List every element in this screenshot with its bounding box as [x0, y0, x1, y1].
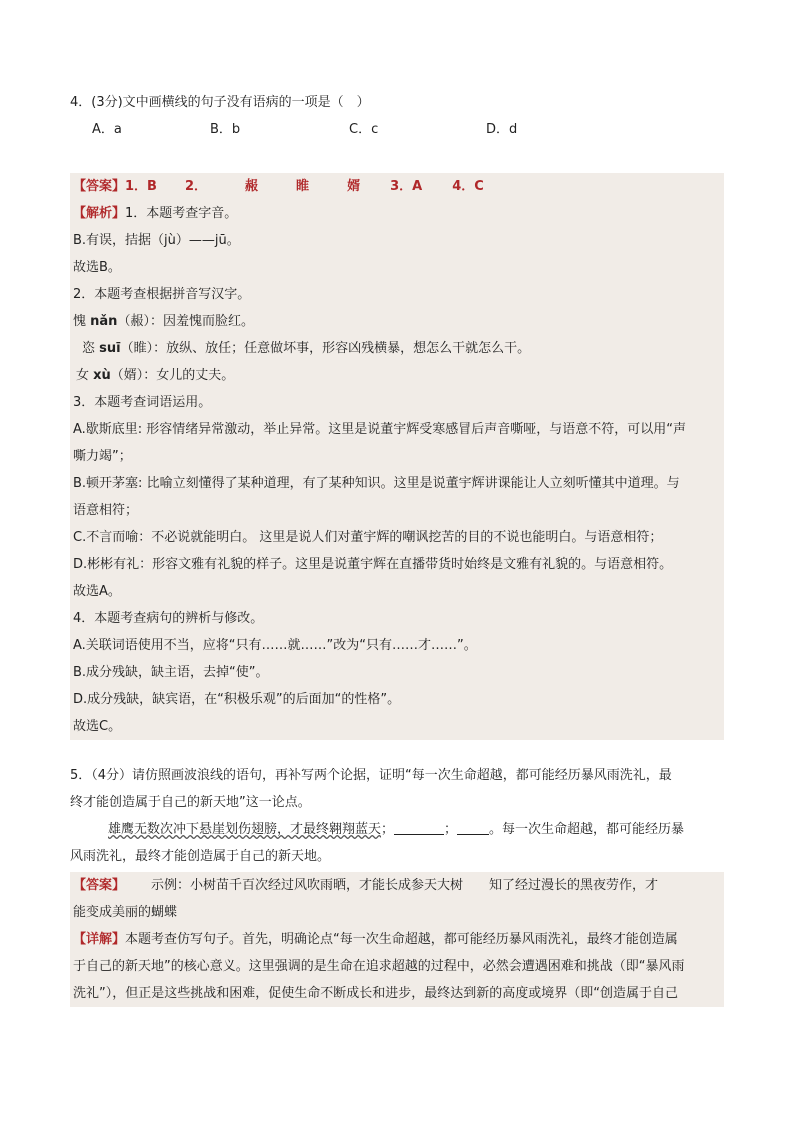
analysis-b-wrong: B.有误，拮据（jù）——jū。	[73, 233, 240, 248]
answer-line	[70, 173, 724, 200]
answer-5-example-1: 示例：小树苗千百次经过风吹雨晒，才能长成参天大树	[151, 878, 464, 893]
analysis-tag: 【解析】	[73, 206, 126, 221]
analysis-heading-line	[70, 200, 724, 227]
analysis-fix-a: A.关联词语使用不当，应将“只有……就……”改为“只有……才……”。	[73, 638, 477, 653]
semicolon-2: ；	[444, 822, 458, 837]
detail-tag: 【详解】	[73, 932, 126, 947]
option-a: A．a	[92, 122, 122, 137]
word-sui-prefix: 恣	[82, 341, 100, 356]
word-sui-line	[70, 335, 724, 362]
word-sui-definition: （睢）：放纵、放任；任意做坏事，形容凶残横暴，想怎么干就怎么干。	[120, 341, 531, 356]
option-b: B．b	[210, 122, 241, 137]
question-4-stem: 4．(3分)文中画横线的句子没有语病的一项是（ ）	[70, 95, 370, 110]
question-5-line-3: 风雨洗礼，最终才能创造属于自己的新天地。	[70, 849, 331, 864]
analysis-section-3: 3．本题考查词语运用。	[73, 395, 212, 410]
option-d: D．d	[486, 122, 518, 137]
question-5-stem-line-2: 终才能创造属于自己的新天地”这一论点。	[70, 795, 311, 810]
fill-blank-1[interactable]	[394, 820, 444, 835]
word-nan-prefix: 愧	[73, 314, 91, 329]
analysis-choose-b: 故选B。	[73, 260, 121, 275]
answer-tag: 【答案】	[73, 179, 126, 194]
answer-4: 4．C	[452, 179, 484, 194]
analysis-choose-a: 故选A。	[73, 584, 121, 599]
analysis-fix-d: D.成分残缺，缺宾语，在“积极乐观”的后面加“的性格”。	[73, 692, 401, 707]
answer-5-example-2: 知了经过漫长的黑夜劳作，才	[489, 878, 659, 893]
word-xu-prefix: 女	[76, 368, 94, 383]
analysis-section-2: 2．本题考查根据拼音写汉字。	[73, 287, 251, 302]
analysis-fix-b: B.成分残缺，缺主语，去掉“使”。	[73, 665, 269, 680]
wavy-example-sentence: 雄鹰无数次冲下悬崖划伤翅膀，才最终翱翔蓝天	[108, 822, 382, 837]
analysis-section-4: 4．本题考查病句的辨析与修改。	[73, 611, 264, 626]
question-4	[70, 92, 730, 142]
analysis-d-line: D.彬彬有礼：形容文雅有礼貌的样子。这里是说董宇辉在直播带货时始终是文雅有礼貌的。与语意相符。	[73, 557, 673, 572]
detail-line-3: 洗礼”），但正是这些挑战和困难，促使生命不断成长和进步，最终达到新的高度或境界（即“创造属于自己	[73, 986, 678, 1001]
analysis-a-line-2: 嘶力竭”；	[73, 449, 132, 464]
word-nan-pinyin: nǎn	[90, 314, 118, 329]
question-5-example-line	[70, 816, 730, 843]
word-xu-pinyin: xù	[93, 368, 111, 383]
analysis-first: 1．本题考查字音。	[125, 206, 238, 221]
detail-line-2: 于自己的新天地”的核心意义。这里强调的是生命在追求超越的过程中，必然会遭遇困难和挑战（即“暴风雨	[73, 959, 685, 974]
answer-5-line-2: 能变成美丽的蝴蝶	[73, 905, 178, 920]
word-nan-definition: （赧）：因羞愧而脸红。	[117, 314, 254, 329]
answer-2-label: 2．	[184, 179, 208, 194]
semicolon-1: ；	[381, 822, 395, 837]
answer-3: 3．A	[390, 179, 423, 194]
answer-5-block	[70, 872, 724, 1007]
detail-line-1	[70, 926, 724, 953]
analysis-a-line-1: A.歇斯底里: 形容情绪异常激动，举止异常。这里是说董宇辉受寒感冒后声音嘶哑，与语意不符，可以用“声	[73, 422, 687, 437]
word-xu-definition: （婿）：女儿的丈夫。	[110, 368, 235, 383]
detail-text-1: 本题考查仿写句子。首先，明确论点“每一次生命超越，都可能经历暴风雨洗礼，最终才能创造属	[125, 932, 678, 947]
answer-2-word-2: 睢	[296, 179, 310, 194]
word-xu-line	[70, 362, 724, 389]
answer-1: 1．B	[125, 179, 157, 194]
answer-5-line-1	[70, 872, 724, 899]
analysis-c-line: C.不言而喻：不必说就能明白。 这里是说人们对董宇辉的嘲讽挖苦的目的不说也能明白。与语意相符；	[73, 530, 663, 545]
question-5	[70, 762, 730, 870]
question-5-after-blanks: 。每一次生命超越，都可能经历暴	[489, 822, 685, 837]
question-5-stem-line-1: 5．（4分）请仿照画波浪线的语句，再补写两个论据，证明“每一次生命超越，都可能经历暴风雨洗礼，最	[70, 768, 672, 783]
word-sui-pinyin: suī	[99, 341, 121, 356]
answer-2-word-1: 赧	[245, 179, 259, 194]
word-nan-line	[70, 308, 724, 335]
fill-blank-2[interactable]	[457, 820, 489, 835]
option-c: C．c	[349, 122, 379, 137]
answer-5-tag: 【答案】	[73, 878, 126, 893]
analysis-b-line-1: B.顿开茅塞: 比喻立刻懂得了某种道理，有了某种知识。这里是说董宇辉讲课能让人立刻听懂其中道理。与	[73, 476, 680, 491]
answer-2-word-3: 婿	[347, 179, 361, 194]
analysis-choose-c: 故选C。	[73, 719, 122, 734]
answer-analysis-block	[70, 173, 724, 740]
question-4-options	[70, 118, 730, 142]
analysis-b-line-2: 语意相符；	[73, 503, 139, 518]
